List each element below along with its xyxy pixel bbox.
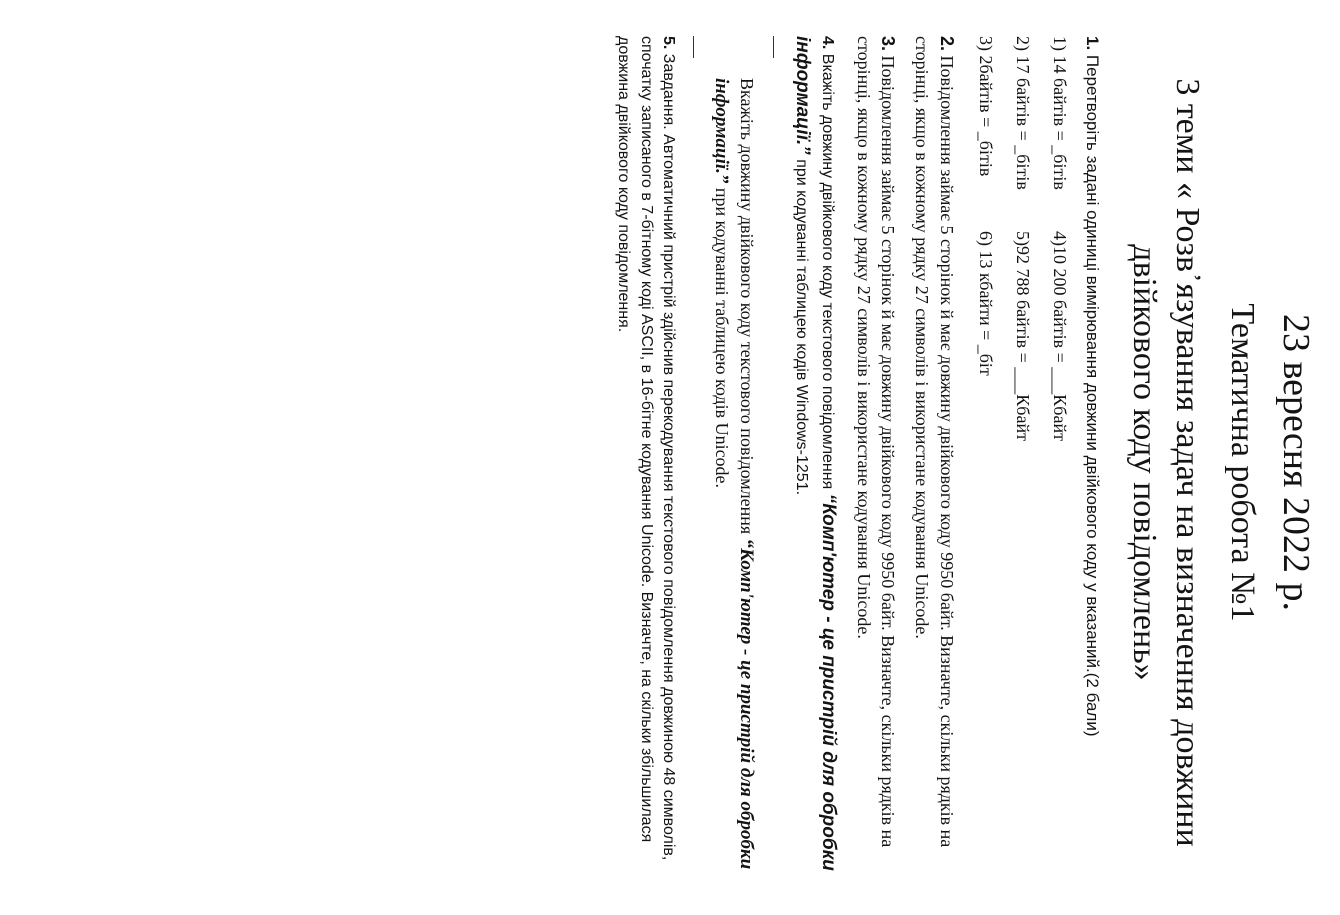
task-4b-quote: “Комп'ютер - це пристрій для обробки інформації.” (710, 78, 758, 870)
task-4-text-before: Вкажіть довжину двійкового коду текстового повідомлення (819, 53, 837, 490)
task-1-row (1012, 36, 1033, 889)
task-1-row (975, 36, 996, 889)
task-1-item: 5)92 788 байтів = ___Кбайт (1012, 231, 1033, 441)
task-1-text: Перетворіть задані одиниці вимірювання довжини двійкового коду у вказаний.(2 бали) (1082, 54, 1102, 737)
task-2 (910, 36, 959, 889)
task-4-text-after: при кодуванні таблицею кодів Windows-1251. (792, 159, 810, 496)
task-4-quote: “Комп'ютер - це пристрій для обробки інформації.” (791, 36, 840, 871)
task-1-item: 6) 13 кбайти = _біт (975, 231, 996, 376)
task-3-number: 3. (878, 36, 899, 52)
task-2-text: Повідомлення займає 5 сторінок й має довжину двійкового коду 9950 байт. Визначте, скільки рядків на сторінці, якщо в кожному рядку 27 символів і використане кодування Unicode. (912, 36, 957, 848)
task-2-number: 2. (936, 36, 957, 52)
task-4b-text-before: Вкажіть довжину двійкового коду текстового повідомлення (737, 78, 758, 535)
divider (693, 36, 694, 58)
task-1-number: 1. (1082, 36, 1102, 51)
task-5-text: Завдання. Автоматичний пристрій здійснив перекодування текстового повідомлення довжиною 48 символів, спочатку записаного в 7-бітному коді ASCII, в 16-бітне кодування Unicode. Визначте, на скільки збільшилася довжина двійкового коду повідомлення. (615, 36, 678, 861)
task-1-item: 3) 2байтів = _бітів (975, 36, 996, 177)
document-date: 23 вересня 2022 р. (1275, 313, 1317, 612)
task-5 (612, 36, 679, 889)
task-1 (1080, 36, 1103, 889)
task-4b (708, 36, 759, 889)
task-4b-text-after: при кодуванні таблицею кодів Unicode. (711, 187, 732, 489)
task-1-item: 2) 17 байтів = _бітів (1012, 36, 1033, 190)
task-5-number: 5. (660, 36, 678, 50)
task-1-item: 1) 14 байтів = _бітів (1049, 36, 1070, 190)
task-1-row (1049, 36, 1070, 889)
task-3 (851, 36, 900, 889)
task-1-items (975, 36, 1070, 889)
document-subtitle: Тематична робота №1 (1224, 303, 1262, 622)
divider (773, 36, 774, 58)
task-4-number: 4. (819, 36, 837, 50)
document-title: 3 теми « Розв᾽язування задач на визначення довжини двійкового коду повідомлень» (1126, 78, 1206, 847)
task-4 (788, 36, 841, 889)
task-1-item: 4)10 200 байтів = ___Кбайт (1049, 231, 1070, 441)
task-3-text: Повідомлення займає 5 сторінок й має довжину двійкового коду 9950 байт. Визначте, скільки рядків на сторінці, якщо в кожному рядку 27 символів і використане кодування Unicode. (853, 36, 899, 848)
